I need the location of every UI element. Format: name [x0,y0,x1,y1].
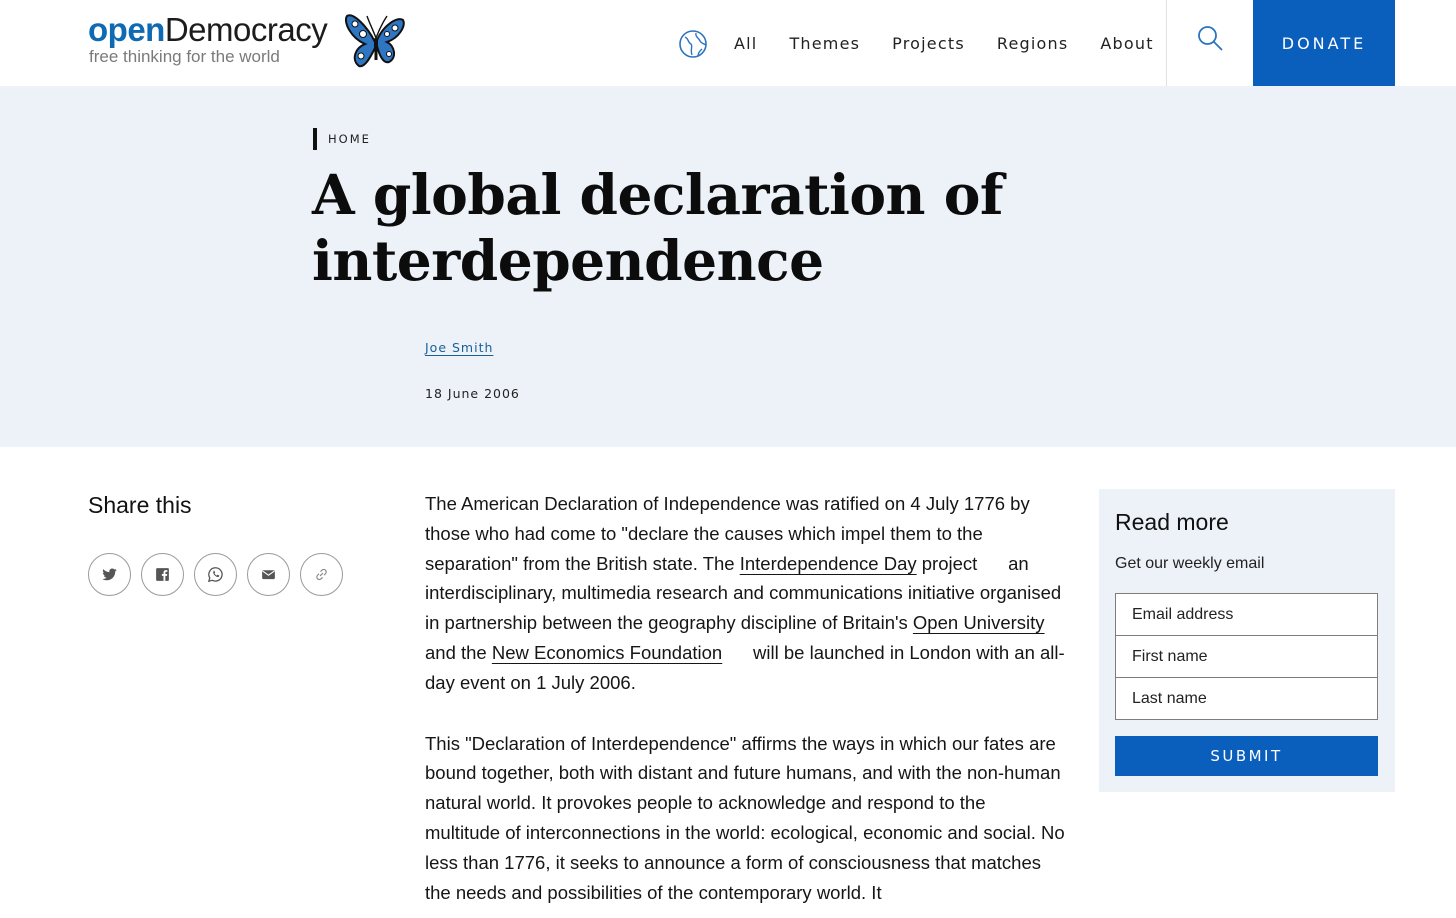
article-paragraph [425,489,1065,698]
nav-divider [1166,0,1167,86]
article-body [425,489,1065,918]
interdependence-day-link[interactable]: Interdependence Day [739,552,917,574]
facebook-icon [154,566,171,583]
nav-item-projects[interactable]: Projects [892,33,965,53]
butterfly-logo-icon [343,8,407,70]
email-field[interactable]: Email address [1115,593,1378,636]
article-hero [0,86,1456,447]
open-university-link[interactable]: Open University [912,612,1045,634]
twitter-icon [101,566,118,583]
newsletter-signup [1099,489,1395,792]
share-email-button[interactable] [247,553,290,596]
submit-button[interactable]: SUBMIT [1115,736,1378,776]
share-buttons [88,553,353,596]
share-whatsapp-button[interactable] [194,553,237,596]
nav-item-themes[interactable]: Themes [789,33,861,53]
signup-subtitle: Get our weekly email [1115,555,1265,572]
site-header [0,0,1456,86]
share-heading: Share this [88,492,192,518]
search-icon[interactable] [1196,24,1224,52]
article-text: and the [425,641,492,663]
email-icon [260,566,277,583]
article-text: project an interdisciplinary, multimedia research and communications initiative organised in partnership between the geography discipline of Britain's [425,552,1067,634]
logo-wordmark [88,12,327,48]
main-nav [678,0,1154,86]
globe-icon[interactable] [678,29,708,59]
logo-democracy-text: Democracy [164,11,328,48]
donate-button[interactable]: DONATE [1253,0,1395,86]
logo-tagline: free thinking for the world [89,47,280,66]
signup-title: Read more [1115,509,1229,535]
last-name-field[interactable]: Last name [1115,677,1378,720]
share-twitter-button[interactable] [88,553,131,596]
nav-item-all[interactable]: All [734,33,758,53]
article-text: will be launched in London with an all-day event on 1 July 2006. [425,641,1065,693]
logo-open-text: open [88,11,165,48]
author-link[interactable]: Joe Smith [425,340,494,355]
nav-item-about[interactable]: About [1100,33,1154,53]
link-icon [313,566,330,583]
share-link-button[interactable] [300,553,343,596]
publish-date: 18 June 2006 [425,386,520,401]
first-name-field[interactable]: First name [1115,635,1378,678]
breadcrumb[interactable]: HOME [313,128,371,150]
nav-item-regions[interactable]: Regions [996,33,1069,53]
site-logo[interactable] [88,8,418,78]
whatsapp-icon [207,566,224,583]
new-economics-foundation-link[interactable]: New Economics Foundation [491,641,723,663]
article-text: The American Declaration of Independence was ratified on 4 July 1776 by those who had come to "declare the causes which impel them to the separation" from the British state. The [425,493,1030,574]
share-facebook-button[interactable] [141,553,184,596]
article-paragraph: This "Declaration of Interdependence" affirms the ways in which our fates are bound together, both with distant and future humans, and with the non-human natural world. It provokes people to acknowledge and respond to the multitude of interconnections in the world: ecological, economic and social. No less than 1776, it seeks to announce a form of consciousness that matches the needs and possibilities of the contemporary world. It [425,732,1065,903]
page-title: A global declaration of interdependence [312,162,1004,293]
